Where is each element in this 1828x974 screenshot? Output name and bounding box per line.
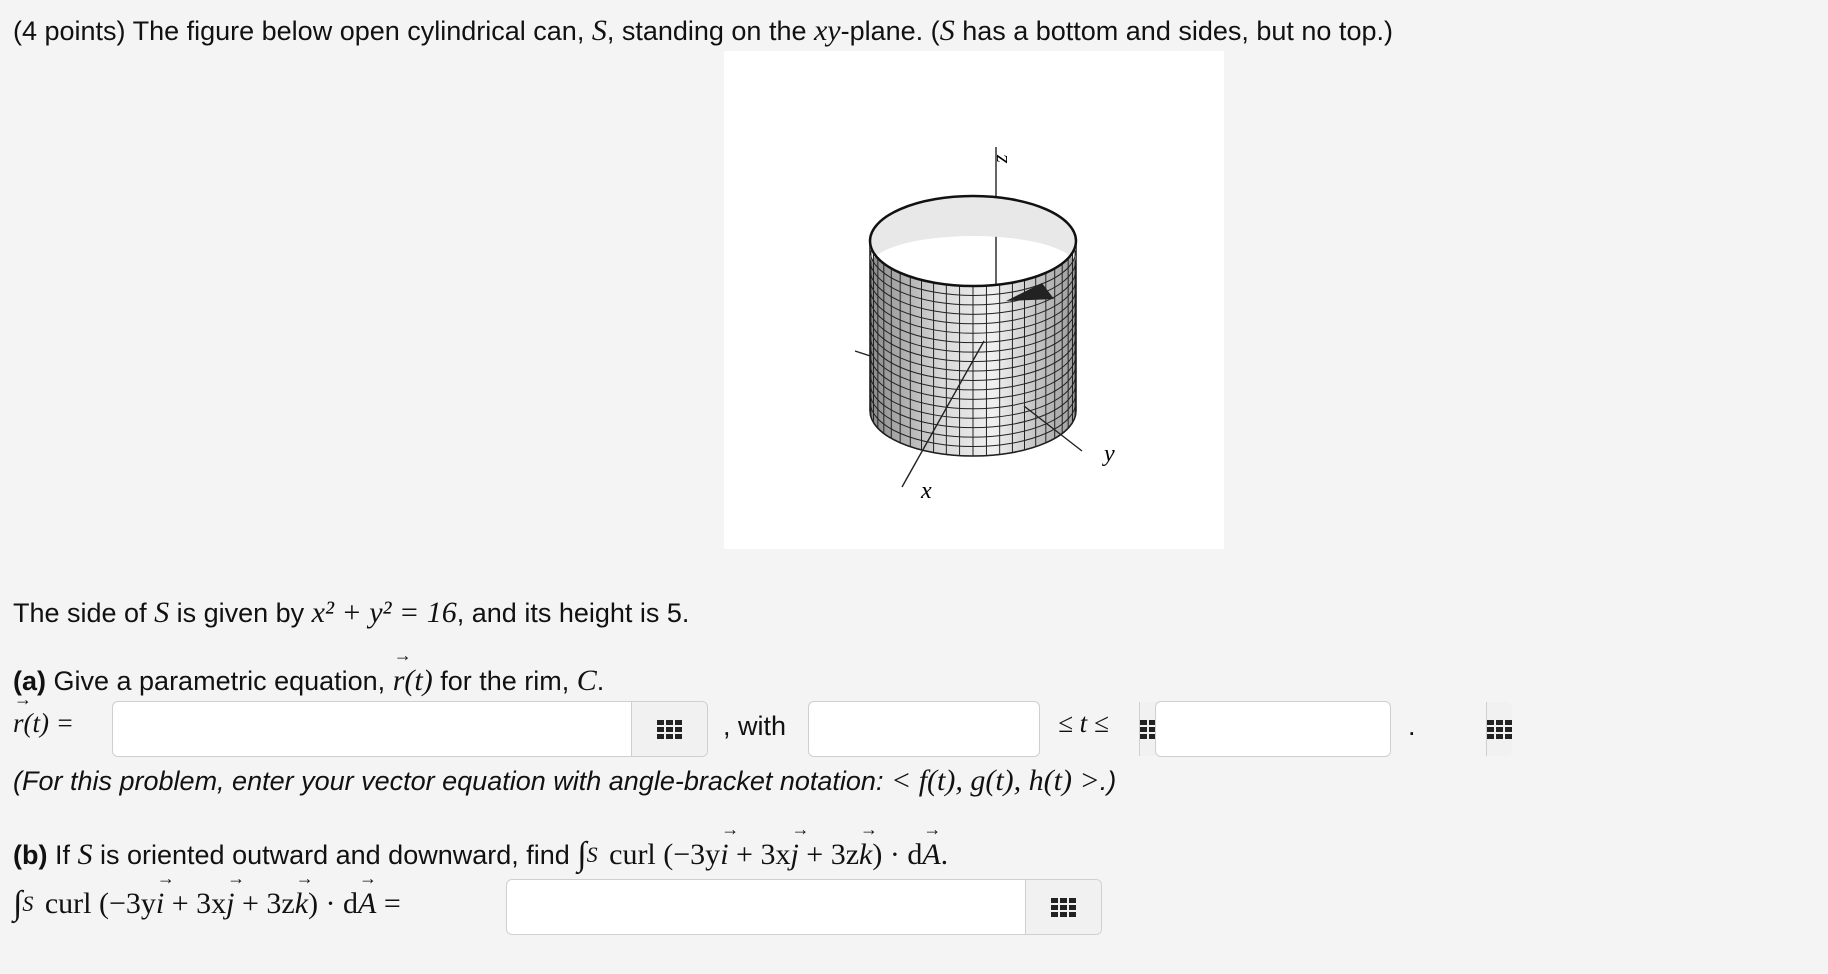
note-text-a: (For this problem, enter your vector equation with angle-bracket notation: — [13, 765, 891, 796]
integral-sign: ∫ — [577, 836, 587, 873]
unit-i-2: → i — [156, 887, 164, 921]
expr2-part-4: ) · d — [308, 887, 359, 920]
part-b-surface: S — [77, 838, 93, 871]
trailing-period: . — [1408, 711, 1416, 741]
expr-part-2: + 3x — [728, 838, 791, 871]
expr2-part-2: + 3x — [164, 887, 227, 920]
r-answer-box — [112, 701, 708, 757]
part-b-text-a: If — [47, 839, 78, 870]
given-pre: The side of — [13, 597, 155, 628]
part-b-period: . — [940, 838, 949, 871]
z-axis-label: z — [987, 154, 1012, 163]
given-mid: is given by — [169, 597, 312, 628]
intro-text-a: The figure below open cylindrical can, — [125, 15, 592, 46]
part-b-label: (b) — [13, 839, 48, 870]
integral-sub: S — [586, 842, 598, 867]
integral-sign-2: ∫ — [13, 885, 23, 922]
r-keypad-button[interactable] — [631, 702, 707, 756]
unit-k: → k — [859, 838, 872, 872]
r-equals-label: → r(t) = — [13, 708, 74, 739]
flux-keypad-button[interactable] — [1025, 880, 1101, 934]
integral-sub-2: S — [22, 891, 34, 916]
expr2-part-3: + 3z — [234, 887, 295, 920]
upper-keypad-button[interactable] — [1486, 702, 1512, 756]
surface-symbol-2: S — [939, 14, 955, 47]
expr-part-4: ) · d — [872, 838, 923, 871]
part-a-prompt — [13, 664, 604, 698]
with-label: , with — [723, 711, 787, 741]
cylinder-drawing — [724, 51, 1224, 549]
upper-bound-box — [1155, 701, 1391, 757]
given-surface: S — [154, 596, 170, 629]
expr2-part-1: curl (−3y — [37, 887, 156, 920]
unit-j: → j — [790, 838, 798, 872]
expr-part-3: + 3z — [798, 838, 860, 871]
y-axis-label: y — [1104, 441, 1115, 467]
keypad-icon — [1051, 898, 1076, 917]
upper-bound-input[interactable] — [1156, 702, 1486, 756]
curve-symbol: C — [576, 664, 597, 697]
part-a-text-b: for the rim, — [432, 665, 577, 696]
part-a-label: (a) — [13, 665, 46, 696]
r-of-t-symbol: → r(t) — [393, 664, 433, 698]
intro-text-b: , standing on the — [606, 15, 814, 46]
surface-symbol: S — [591, 14, 607, 47]
area-vector: → A — [922, 838, 940, 872]
part-b-prompt — [13, 836, 948, 874]
unit-j-2: → j — [226, 887, 234, 921]
cylinder-figure — [724, 51, 1224, 549]
intro-text-c: -plane. ( — [840, 15, 940, 46]
keypad-icon — [657, 720, 682, 739]
x-axis-label: x — [921, 478, 932, 504]
part-b-answer-lhs — [13, 885, 401, 923]
plane-symbol: xy — [813, 14, 841, 47]
note-text-b: .) — [1099, 765, 1117, 796]
format-note — [13, 764, 1116, 798]
lower-bound-box — [808, 701, 1040, 757]
points-label: (4 points) — [13, 15, 126, 46]
r-answer-input[interactable] — [113, 702, 631, 756]
part-a-period: . — [596, 665, 605, 696]
part-b-text-b: is oriented outward and downward, find — [92, 839, 578, 870]
note-math: < f(t), g(t), h(t) > — [890, 764, 1100, 797]
unit-i: → i — [720, 838, 728, 872]
equals-sign: = — [376, 887, 401, 920]
flux-answer-box — [506, 879, 1102, 935]
problem-header — [13, 14, 1393, 48]
given-equation: x² + y² = 16 — [311, 596, 457, 629]
area-vector-2: → A — [358, 887, 376, 921]
bounds-leq: ≤ t ≤ — [1058, 708, 1109, 738]
given-post: , and its height is 5. — [456, 597, 690, 628]
given-statement — [13, 596, 689, 630]
keypad-icon — [1487, 720, 1512, 739]
intro-text-d: has a bottom and sides, but no top.) — [954, 15, 1393, 46]
flux-answer-input[interactable] — [507, 880, 1025, 934]
part-a-text-a: Give a parametric equation, — [46, 665, 393, 696]
unit-k-2: → k — [295, 887, 308, 921]
expr-part-1: curl (−3y — [601, 838, 721, 871]
